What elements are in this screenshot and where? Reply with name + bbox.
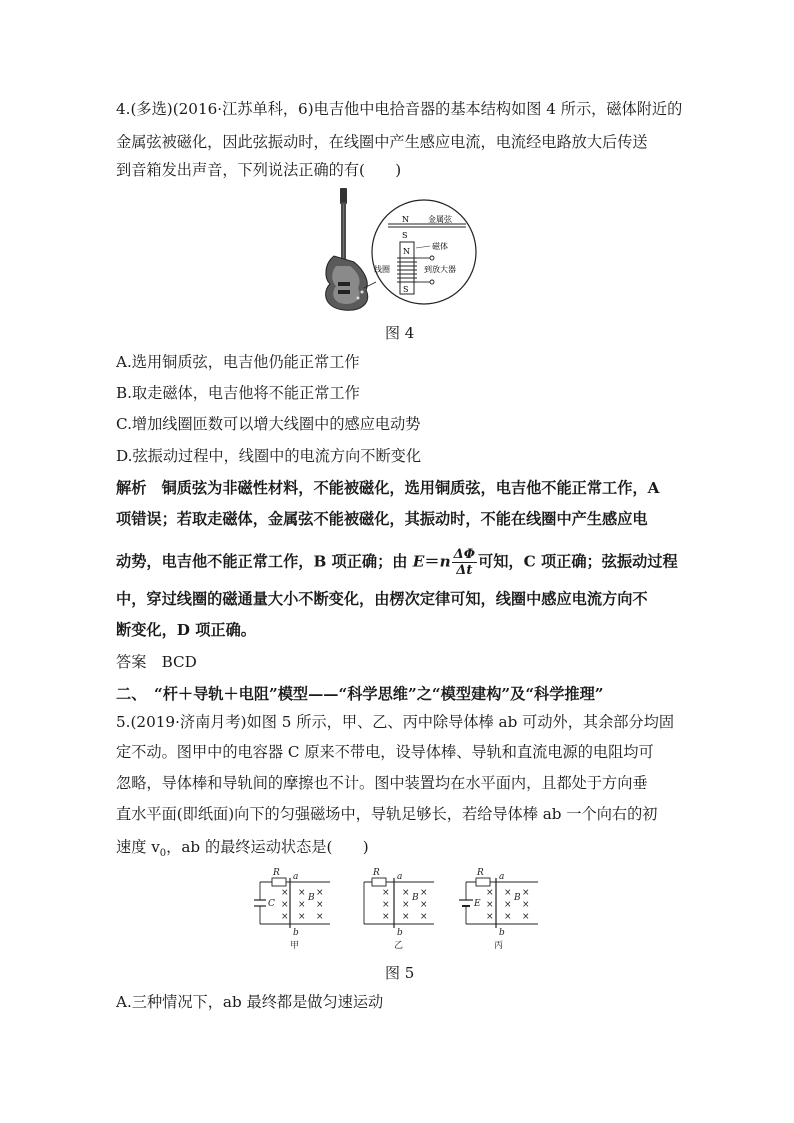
pickup-magnified-view [372,200,476,304]
jia-x8: × [316,900,324,910]
label-bing: 丙 [494,941,504,951]
yi-x7: × [420,888,428,898]
label-coil: 线圈 [374,265,390,274]
yi-x5: × [402,900,410,910]
jia-x4: × [298,888,306,898]
label-S-bottom: S [403,285,409,294]
q5-option-a: A.三种情况下，ab 最终都是做匀速运动 [116,993,384,1011]
yi-x1: × [382,888,390,898]
bing-x8: × [522,900,530,910]
analysis-l3-post: 可知，C 项正确；弦振动过程 [478,552,678,571]
yi-x3: × [382,912,390,922]
figure-5-circuits [250,866,550,956]
jia-x7: × [316,888,324,898]
bing-a: a [499,872,505,882]
figure-5-caption: 图 5 [385,964,415,982]
q4-analysis-line-5: 断变化，D 项正确。 [116,621,256,639]
label-metal-string: 金属弦 [428,215,452,224]
q5-line-2: 定不动。图甲中的电容器 C 原来不带电，设导体棒、导轨和直流电源的电阻均可 [116,743,654,761]
q4-analysis-line-2: 项错误；若取走磁体，金属弦不能被磁化，其振动时，不能在线圈中产生感应电 [116,510,648,528]
yi-x8: × [420,900,428,910]
q4-analysis-line-1: 解析 铜质弦为非磁性材料，不能被磁化，选用铜质弦，电吉他不能正常工作，A [116,479,660,497]
jia-x2: × [281,900,289,910]
yi-x4: × [402,888,410,898]
label-to-amplifier: 到放大器 [424,265,456,274]
figure-4-caption: 图 4 [385,324,415,342]
bing-x1: × [486,888,494,898]
analysis-l3-pre: 动势，电吉他不能正常工作，B 项正确；由 [116,552,413,571]
jia-a: a [293,872,299,882]
bing-E: E [474,899,481,909]
jia-x9: × [316,912,324,922]
label-jia: 甲 [290,941,300,951]
jia-x1: × [281,888,289,898]
bing-B: B [514,893,521,903]
yi-B: B [412,893,419,903]
yi-R: R [373,868,380,878]
label-N-magnet: N [403,247,410,256]
q5-line-1: 5.(2019·济南月考)如图 5 所示，甲、乙、丙中除导体棒 ab 可动外，其余部分均固 [116,713,675,731]
formula-E: E [412,552,425,571]
q5-line5-pre: 速度 v [116,838,160,856]
q5-line-3: 忽略，导体棒和导轨间的摩擦也不计。图中装置均在水平面内，且都处于方向垂 [116,774,648,792]
bing-x2: × [486,900,494,910]
q5-line-4: 直水平面(即纸面)向下的匀强磁场中，导轨足够长，若给导体棒 ab 一个向右的初 [116,805,658,823]
yi-x9: × [420,912,428,922]
yi-a: a [397,872,403,882]
yi-x6: × [402,912,410,922]
q4-option-d: D.弦振动过程中，线圈中的电流方向不断变化 [116,447,422,465]
q4-analysis-line-3 [116,547,682,578]
q5-line5-sub: 0 [159,848,167,860]
q5-line-5 [116,837,682,864]
bing-x9: × [522,912,530,922]
circuit-yi [364,868,434,951]
guitar-drawing [326,188,376,310]
circuit-bing [459,868,538,951]
q4-option-a: A.选用铜质弦，电吉他仍能正常工作 [116,353,360,371]
bing-x6: × [504,912,512,922]
figure-4-guitar-pickup [318,186,478,314]
label-magnet: 磁体 [432,242,448,251]
q4-line-1: 4.(多选)(2016·江苏单科，6)电吉他中电拾音器的基本结构如图 4 所示，磁体附近的 [116,100,683,118]
q4-answer: 答案 BCD [116,653,197,671]
bing-x4: × [504,888,512,898]
bing-x7: × [522,888,530,898]
section-heading: 二、 “杆＋导轨＋电阻”模型——“科学思维”之“模型建构”及“科学推理” [116,685,604,703]
q4-option-b: B.取走磁体，电吉他将不能正常工作 [116,384,360,402]
q4-line-3: 到音箱发出声音，下列说法正确的有( ) [116,161,402,179]
jia-x3: × [281,912,289,922]
jia-R: R [273,868,280,878]
formula-equals: ＝ [424,552,440,571]
bing-x5: × [504,900,512,910]
label-N-top: N [402,215,409,224]
label-S-top: S [402,231,408,240]
jia-x5: × [298,900,306,910]
yi-b: b [397,928,403,938]
bing-R: R [477,868,484,878]
label-yi: 乙 [394,941,404,951]
bing-b: b [499,928,505,938]
bing-x3: × [486,912,494,922]
jia-x6: × [298,912,306,922]
formula-numerator: ΔΦ [453,547,476,562]
formula-denominator: Δt [456,563,473,578]
jia-b: b [293,928,299,938]
circuit-jia [254,868,330,951]
yi-x2: × [382,900,390,910]
jia-B: B [308,893,315,903]
jia-C: C [268,899,275,909]
formula-n: n [439,552,451,571]
q5-line5-post: ，ab 的最终运动状态是( ) [166,838,369,856]
q4-option-c: C.增加线圈匝数可以增大线圈中的感应电动势 [116,415,421,433]
q4-analysis-line-4: 中，穿过线圈的磁通量大小不断变化，由楞次定律可知，线圈中感应电流方向不 [116,590,648,608]
q4-line-2: 金属弦被磁化，因此弦振动时，在线圈中产生感应电流，电流经电路放大后传送 [116,133,648,151]
formula-fraction [452,547,477,578]
